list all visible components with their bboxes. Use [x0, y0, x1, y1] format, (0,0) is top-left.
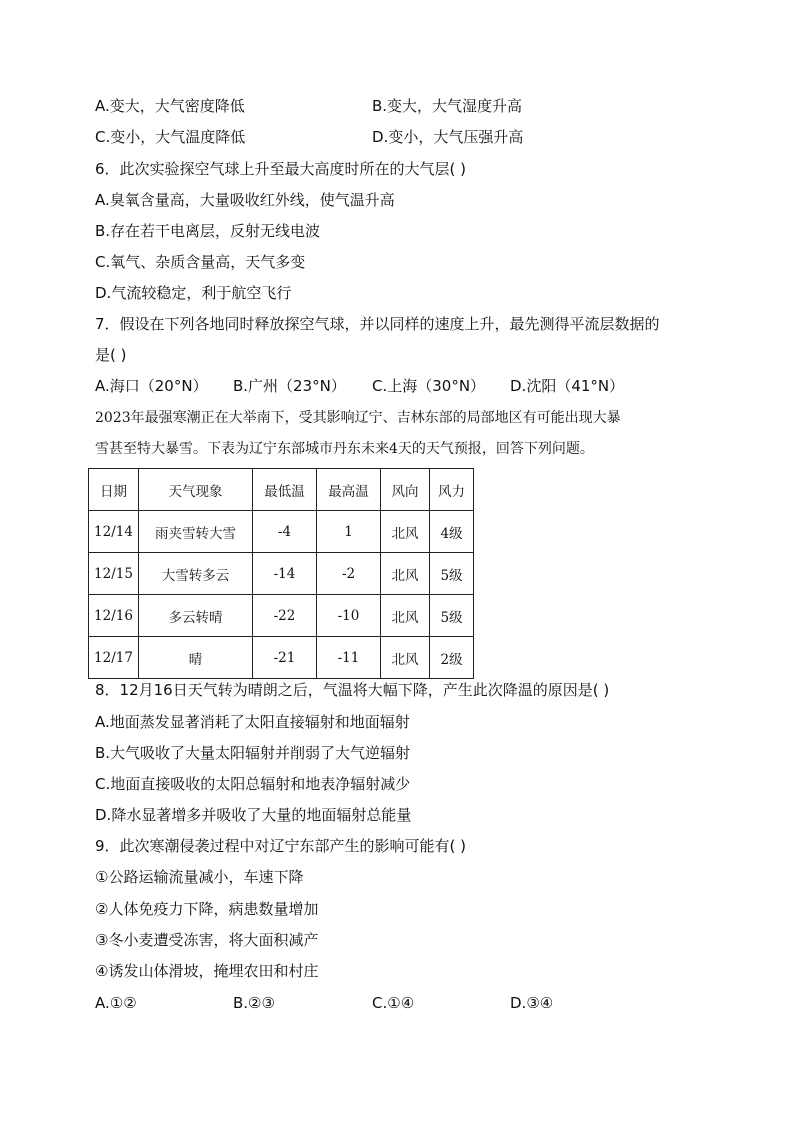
passage-line1: 2023年最强寒潮正在大举南下，受其影响辽宁、吉林东部的局部地区有可能出现大暴 — [95, 410, 621, 426]
q7-option-b: B.广州（23°N） — [233, 377, 346, 395]
cell-wind-force: 5级 — [430, 553, 474, 595]
cell-weather: 雨夹雪转大雪 — [139, 511, 253, 553]
cell-wind-force: 2级 — [430, 637, 474, 679]
q9-option-a: A.①② — [95, 994, 137, 1012]
table-row — [89, 553, 474, 595]
cell-wind-direction: 北风 — [381, 553, 430, 595]
q9-item-4: ④诱发山体滑坡，掩埋农田和村庄 — [95, 962, 319, 980]
cell-min-temp: -14 — [253, 553, 317, 595]
q9-option-c: C.①④ — [372, 994, 415, 1012]
q7-stem-line2: 是( ) — [95, 346, 127, 364]
cell-max-temp: -10 — [317, 595, 381, 637]
table-header-row — [89, 469, 474, 511]
q7-option-c: C.上海（30°N） — [372, 377, 486, 395]
q6-option-c: C.氧气、杂质含量高，天气多变 — [95, 253, 306, 271]
cell-max-temp: -11 — [317, 637, 381, 679]
cell-min-temp: -22 — [253, 595, 317, 637]
cell-date: 12/16 — [89, 595, 139, 637]
cell-wind-force: 4级 — [430, 511, 474, 553]
table-row — [89, 511, 474, 553]
header-min-temp: 最低温 — [253, 469, 317, 511]
q7-option-a: A.海口（20°N） — [95, 377, 208, 395]
q9-option-d: D.③④ — [510, 994, 554, 1012]
q9-stem: 9．此次寒潮侵袭过程中对辽宁东部产生的影响可能有( ) — [95, 837, 467, 855]
cell-wind-force: 5级 — [430, 595, 474, 637]
q7-option-d: D.沈阳（41°N） — [510, 377, 625, 395]
q8-option-d: D.降水显著增多并吸收了大量的地面辐射总能量 — [95, 806, 412, 824]
table-row — [89, 595, 474, 637]
q5-option-d: D.变小，大气压强升高 — [372, 128, 524, 146]
q8-option-b: B.大气吸收了大量太阳辐射并削弱了大气逆辐射 — [95, 744, 411, 762]
q5-option-b: B.变大，大气湿度升高 — [372, 97, 523, 115]
q9-item-1: ①公路运输流量减小，车速下降 — [95, 868, 304, 886]
header-weather: 天气现象 — [139, 469, 253, 511]
cell-weather: 晴 — [139, 637, 253, 679]
header-date: 日期 — [89, 469, 139, 511]
header-wind-direction: 风向 — [381, 469, 430, 511]
weather-forecast-table — [88, 468, 474, 679]
cell-wind-direction: 北风 — [381, 637, 430, 679]
table-row — [89, 637, 474, 679]
q8-option-c: C.地面直接吸收的太阳总辐射和地表净辐射减少 — [95, 775, 411, 793]
cell-weather: 多云转晴 — [139, 595, 253, 637]
q6-option-a: A.臭氧含量高，大量吸收红外线，使气温升高 — [95, 191, 395, 209]
cell-max-temp: -2 — [317, 553, 381, 595]
header-wind-force: 风力 — [430, 469, 474, 511]
cell-date: 12/14 — [89, 511, 139, 553]
q6-option-d: D.气流较稳定，利于航空飞行 — [95, 284, 292, 302]
cell-date: 12/17 — [89, 637, 139, 679]
cell-date: 12/15 — [89, 553, 139, 595]
cell-wind-direction: 北风 — [381, 595, 430, 637]
q6-stem: 6．此次实验探空气球上升至最大高度时所在的大气层( ) — [95, 160, 467, 178]
q9-item-3: ③冬小麦遭受冻害，将大面积减产 — [95, 931, 319, 949]
q9-item-2: ②人体免疫力下降，病患数量增加 — [95, 900, 319, 918]
q5-option-c: C.变小，大气温度降低 — [95, 128, 246, 146]
q6-option-b: B.存在若干电离层，反射无线电波 — [95, 222, 321, 240]
cell-min-temp: -4 — [253, 511, 317, 553]
q8-stem: 8．12月16日天气转为晴朗之后，气温将大幅下降，产生此次降温的原因是( ) — [95, 681, 610, 699]
cell-min-temp: -21 — [253, 637, 317, 679]
q7-stem-line1: 7．假设在下列各地同时释放探空气球，并以同样的速度上升，最先测得平流层数据的 — [95, 315, 660, 333]
q5-option-a: A.变大，大气密度降低 — [95, 97, 245, 115]
q9-option-b: B.②③ — [233, 994, 275, 1012]
cell-max-temp: 1 — [317, 511, 381, 553]
header-max-temp: 最高温 — [317, 469, 381, 511]
cell-wind-direction: 北风 — [381, 511, 430, 553]
q8-option-a: A.地面蒸发显著消耗了太阳直接辐射和地面辐射 — [95, 713, 410, 731]
cell-weather: 大雪转多云 — [139, 553, 253, 595]
passage-line2: 雪甚至特大暴雪。下表为辽宁东部城市丹东未来4天的天气预报，回答下列问题。 — [95, 441, 594, 457]
